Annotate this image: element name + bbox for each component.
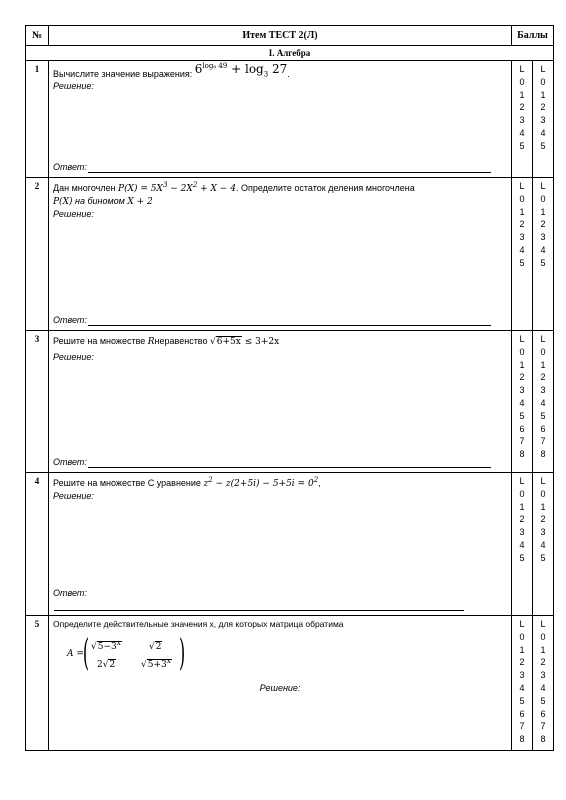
task-row-2 bbox=[26, 178, 554, 331]
task-text: Определите действительные значения x, для которых матрица обратима bbox=[53, 619, 344, 629]
score-column-b: L 0 1 2 3 4 5 bbox=[533, 61, 554, 178]
task-text: Решите на множестве Rнеравенство √6+5x ≤ 3+2x bbox=[53, 336, 280, 347]
task-number: 4 bbox=[26, 473, 49, 616]
solution-label: Решение: bbox=[53, 491, 94, 501]
section-title: I. Алгебра bbox=[26, 46, 554, 61]
header-item: Итем ТЕСТ 2(Л) bbox=[49, 26, 512, 46]
matrix-a: A = ( $√5-3^x$ √2 2√2 $√5+3^x$ ) bbox=[67, 633, 186, 674]
task-text-cont: P(X) на биномом X + 2 bbox=[53, 196, 153, 207]
header-score: Баллы bbox=[512, 26, 554, 46]
task-content bbox=[49, 331, 512, 473]
score-column-b: L 0 1 2 3 4 5 bbox=[533, 473, 554, 616]
score-column-a: L 0 1 2 3 4 5 bbox=[512, 61, 533, 178]
task-row-1 bbox=[26, 61, 554, 178]
task-content: Вычислите значение выражения: $6^{log_6 49} + \log_3 27$. Решение: Ответ: bbox=[49, 61, 512, 178]
score-column-b: L 0 1 2 3 4 5 6 7 8 bbox=[533, 616, 554, 751]
task-row-3 bbox=[26, 331, 554, 473]
task-row-4 bbox=[26, 473, 554, 616]
answer-field[interactable]: Ответ: bbox=[53, 161, 497, 173]
score-column-b: L 0 1 2 3 4 5 bbox=[533, 178, 554, 331]
task-content bbox=[49, 473, 512, 616]
task-row-5 bbox=[26, 616, 554, 751]
header-num: № bbox=[26, 26, 49, 46]
solution-label: Решение: bbox=[53, 352, 94, 362]
score-column-a: L 0 1 2 3 4 5 bbox=[512, 473, 533, 616]
solution-label: Решение: bbox=[259, 683, 301, 693]
score-column-a: L 0 1 2 3 4 5 6 7 8 bbox=[512, 331, 533, 473]
answer-field[interactable]: Ответ: bbox=[53, 587, 497, 611]
task-number: 3 bbox=[26, 331, 49, 473]
header-row bbox=[26, 26, 554, 46]
task-expression: $6^{log_6 49} + \log_3 27$ bbox=[194, 62, 288, 79]
task-number: 5 bbox=[26, 616, 49, 751]
task-number: 1 bbox=[26, 61, 49, 178]
task-number: 2 bbox=[26, 178, 49, 331]
solution-label: Решение: bbox=[53, 209, 94, 219]
section-row bbox=[26, 46, 554, 61]
task-content bbox=[49, 616, 512, 751]
task-content bbox=[49, 178, 512, 331]
answer-field[interactable]: Ответ: bbox=[53, 456, 497, 468]
task-text: Дан многочлен $P(X) = 5X^3 - 2X^2 + X - 4$. Определите остаток деления многочлена bbox=[53, 181, 415, 194]
score-column-b: L 0 1 2 3 4 5 6 7 8 bbox=[533, 331, 554, 473]
answer-field[interactable]: Ответ: bbox=[53, 314, 497, 326]
score-column-a: L 0 1 2 3 4 5 6 7 8 bbox=[512, 616, 533, 751]
score-column-a: L 0 1 2 3 4 5 bbox=[512, 178, 533, 331]
task-text: Решите на множестве C уравнение $z^2 - z(2+5i) - 5+5i = 0^2$, bbox=[53, 476, 321, 489]
task-text: Вычислите значение выражения: bbox=[53, 69, 193, 79]
solution-label: Решение: bbox=[53, 81, 94, 91]
test-table bbox=[25, 25, 554, 751]
